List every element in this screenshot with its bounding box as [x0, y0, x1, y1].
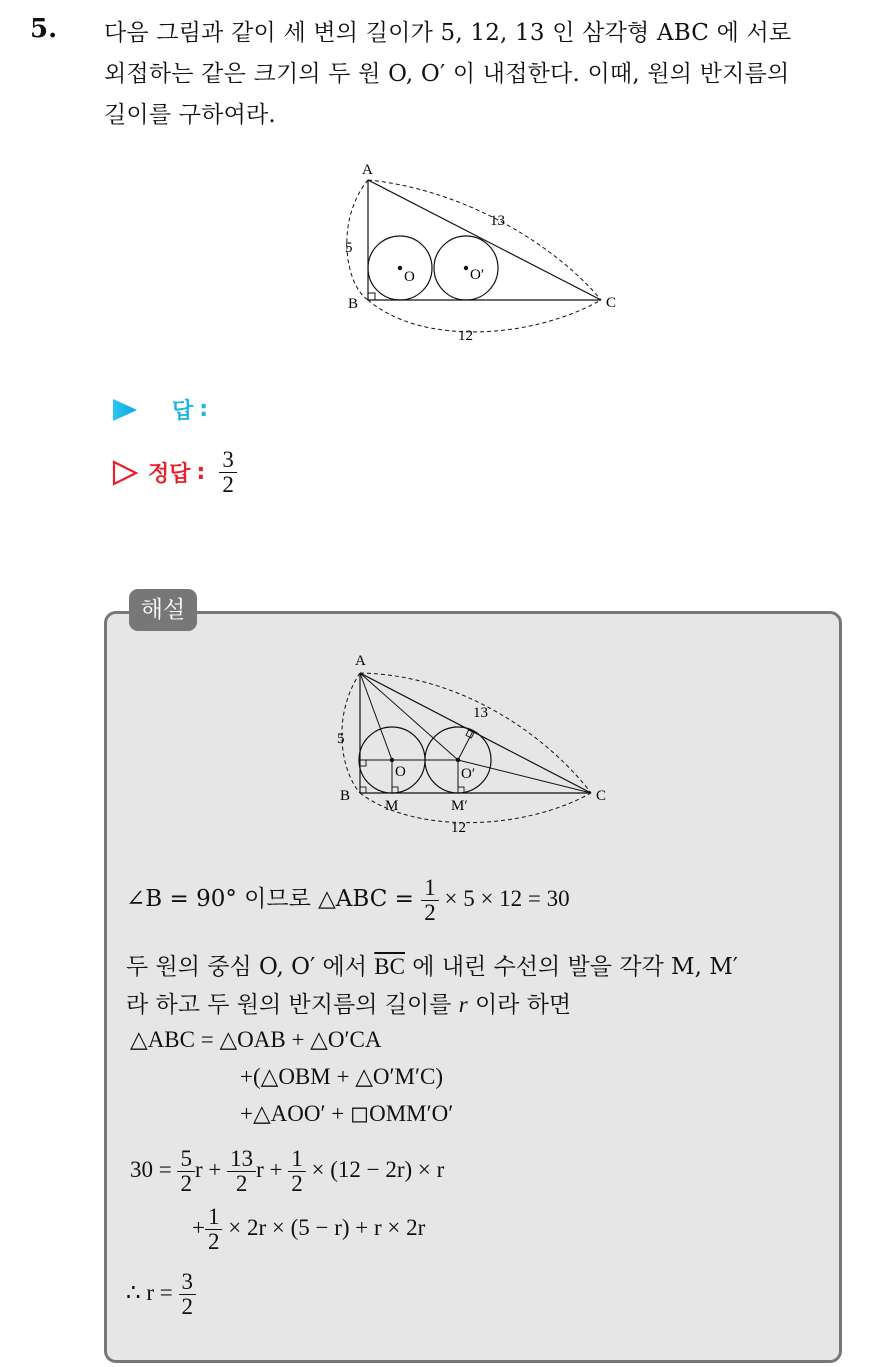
label-a: A — [362, 162, 373, 178]
correct-colon: : — [196, 460, 206, 486]
exp-line-6: +△AOO′ + ◻OMM′O′ — [240, 1101, 454, 1126]
exp-line-8: + $\frac{1}{2}$ × 2r × (5 − r) + r × 2r — [192, 1204, 426, 1255]
label-m: M — [385, 798, 399, 814]
label-c: C — [606, 295, 617, 311]
label-side-bc: 12 — [458, 328, 473, 344]
exp-line-5: +(△OBM + △O′M′C) — [240, 1064, 444, 1089]
label-side-ab: 5 — [345, 240, 353, 256]
exp-line-2: 두 원의 중심 O, O′ 에서 $\overline{BC}$ 에 내린 수선의 발을 각각 M, M′ — [126, 954, 738, 980]
label-o-prime: O′ — [470, 267, 485, 283]
correct-label: 정답 — [148, 462, 191, 488]
label-o-prime: O′ — [461, 766, 476, 782]
label-side-ac: 13 — [490, 213, 505, 229]
explanation-figure — [330, 645, 630, 845]
exp-line-7: 30 = $\frac{5}{2}$ r + $\frac{13}{2}$ r + $\frac{1}{2}$ × (12 − 2r) × r — [130, 1146, 445, 1197]
answer-colon: : — [199, 397, 209, 422]
correct-answer-fraction — [219, 448, 237, 497]
question-line-3: 길이를 구하여라. — [104, 102, 276, 128]
exp-line-9: ∴ r = $\frac{3}{2}$ — [126, 1270, 196, 1319]
question-line-1: 다음 그림과 같이 세 변의 길이가 5, 12, 13 인 삼각형 ABC 에 서로 — [104, 20, 792, 46]
correct-num: 3 — [222, 447, 234, 472]
explanation-tag: 해설 — [129, 589, 197, 631]
exp-line-1: ∠B = 90° 이므로 △ABC = $\frac{1}{2}$ × 5 × 12 = 30 — [126, 875, 570, 926]
label-o: O — [395, 764, 406, 780]
exp-line-3: 라 하고 두 원의 반지름의 길이를 r 이라 하면 — [126, 992, 572, 1018]
answer-label: 답 — [172, 399, 194, 424]
label-a: A — [355, 653, 366, 669]
label-o: O — [404, 269, 415, 285]
correct-arrow-icon — [112, 460, 138, 486]
label-c: C — [596, 788, 607, 804]
triangle-figure — [330, 150, 630, 350]
label-side-bc: 12 — [451, 820, 466, 836]
correct-answer-row — [112, 448, 237, 497]
label-b: B — [340, 788, 351, 804]
answer-row — [112, 394, 208, 425]
correct-den: 2 — [222, 472, 234, 498]
label-side-ac: 13 — [473, 705, 488, 721]
answer-arrow-icon — [112, 397, 138, 423]
question-line-2: 외접하는 같은 크기의 두 원 O, O′ 이 내접한다. 이때, 원의 반지름의 — [104, 61, 790, 87]
label-b: B — [348, 296, 359, 312]
side-ac — [368, 180, 601, 300]
label-side-ab: 5 — [337, 731, 345, 747]
label-m-prime: M′ — [451, 798, 468, 814]
exp-line-4: △ABC = △OAB + △O′CA — [130, 1027, 382, 1052]
question-number: 5. — [30, 14, 58, 44]
